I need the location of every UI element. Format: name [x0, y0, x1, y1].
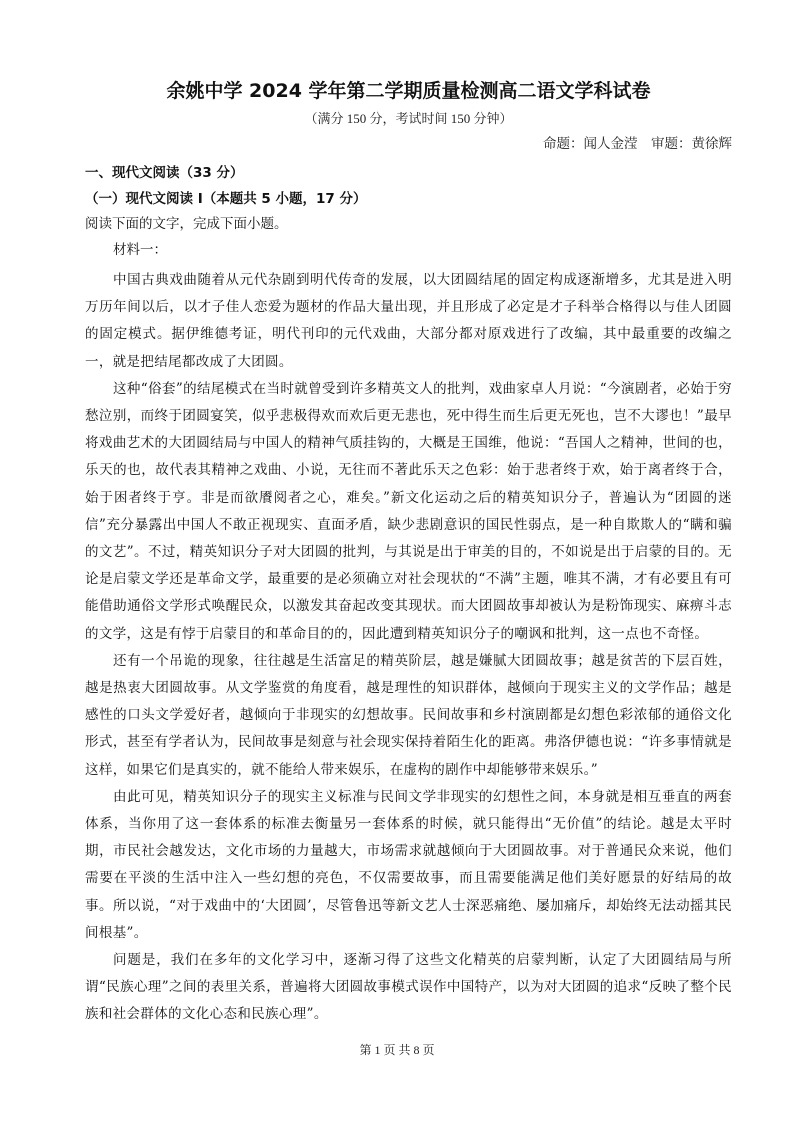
exam-subtitle: （满分 150 分，考试时间 150 分钟）: [304, 111, 513, 126]
exam-authors: 命题：闻人金滢 审题：黄徐辉: [543, 136, 732, 151]
paragraph-5: 问题是，我们在多年的文化学习中，逐渐习得了这些文化精英的启蒙判断，认定了大团圆结局与所谓“民族心理”之间的表里关系，普遍将大团圆故事模式误作中国特产，以为对大团圆的追求“反映了整个民族和社会群体的文化心态和民族心理”。: [85, 952, 732, 1023]
material-label: 材料一：: [113, 242, 167, 257]
exam-title: 余姚中学 2024 学年第二学期质量检测高二语文学科试卷: [166, 80, 651, 102]
subsection-heading: （一）现代文阅读 I（本题共 5 小题，17 分）: [85, 191, 367, 207]
paragraph-2: 这种“俗套”的结尾模式在当时就曾受到许多精英文人的批判，戏曲家卓人月说：“今演剧者，必始于穷愁泣别，而终于团圆宴笑，似乎悲极得欢而欢后更无悲也，死中得生而生后更无死也，岂不大谬也！”最早将戏曲艺术的大团圆结局与中国人的精神气质挂钩的，大概是王国维，他说：“吾国人之精神，世间的也，乐天的也，故代表其精神之戏曲、小说，无往而不著此乐天之色彩：始于悲者终于欢，始于离者终于合，始于困者终于亨。非是而欲餍阅者之心，难矣。”新文化运动之后的精英知识分子，普遍认为“团圆的迷信”充分暴露出中国人不敢正视现实、直面矛盾，缺少悲剧意识的国民性弱点，是一种自欺欺人的“瞒和骗的文艺”。不过，精英知识分子对大团圆的批判，与其说是出于审美的目的，不如说是出于启蒙的目的。无论是启蒙文学还是革命文学，最重要的是必须确立对社会现状的“不满”主题，唯其不满，才有必要且有可能借助通俗文学形式唤醒民众，以激发其奋起改变其现状。而大团圆故事却被认为是粉饰现实、麻痹斗志的文学，这是有悖于启蒙目的和革命目的的，因此遭到精英知识分子的嘲讽和批判，这一点也不奇怪。: [85, 380, 732, 642]
reading-instruction: 阅读下面的文字，完成下面小题。: [85, 216, 288, 231]
material-body: [85, 267, 732, 1029]
section-heading: 一、现代文阅读（33 分）: [85, 165, 244, 181]
paragraph-1: 中国古典戏曲随着从元代杂剧到明代传奇的发展，以大团圆结尾的固定构成逐渐增多，尤其是进入明万历年间以后，以才子佳人恋爱为题材的作品大量出现，并且形成了必定是才子科举合格得以与佳人团圆的固定模式。据伊维德考证，明代刊印的元代戏曲，大部分都对原戏进行了改编，其中最重要的改编之一，就是把结尾都改成了大团圆。: [85, 272, 732, 370]
paragraph-3: 还有一个吊诡的现象，往往越是生活富足的精英阶层，越是嫌腻大团圆故事；越是贫苦的下层百姓，越是热衷大团圆故事。从文学鉴赏的角度看，越是理性的知识群体，越倾向于现实主义的文学作品；越是感性的口头文学爱好者，越倾向于非现实的幻想故事。民间故事和乡村演剧都是幻想色彩浓郁的通俗文化形式，甚至有学者认为，民间故事是刻意与社会现实保持着陌生化的距离。弗洛伊德也说：“许多事情就是这样，如果它们是真实的，就不能给人带来娱乐，在虚构的剧作中却能够带来娱乐。”: [85, 652, 732, 778]
paragraph-4: 由此可见，精英知识分子的现实主义标准与民间文学非现实的幻想性之间，本身就是相互垂直的两套体系，当你用了这一套体系的标准去衡量另一套体系的时候，就只能得出“无价值”的结论。越是太平时期，市民社会越发达，文化市场的力量越大，市场需求就越倾向于大团圆故事。对于普通民众来说，他们需要在平淡的生活中注入一些幻想的亮色，不仅需要故事，而且需要能满足他们美好愿景的好结局的故事。所以说，“对于戏曲中的‘大团圆’，尽管鲁迅等新文艺人士深恶痛绝、屡加痛斥，却始终无法动摇其民间根基”。: [85, 788, 732, 941]
page-footer: 第 1 页 共 8 页: [359, 1043, 435, 1057]
